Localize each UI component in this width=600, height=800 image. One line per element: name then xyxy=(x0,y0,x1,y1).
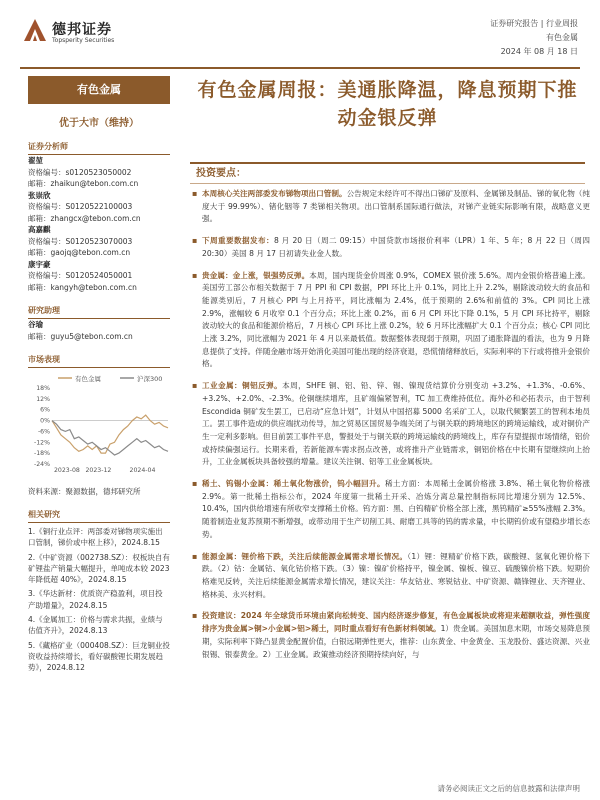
bullet-text: （1）锂：锂精矿价格下跌，碳酸锂、氢氧化锂价格下跌。（2）钴：金属钴、氧化钴价格下跌。（3）镍：镍矿价格持平，镍金属、镍板、镍豆、硫酸镍价格下跌。短期价格难见反转，关注后续能源金属需求增长情况，建议关注：华友钴业、寒锐钴业、中矿资源、赣锋锂业、天齐锂业、格林美、永兴材料。 xyxy=(202,551,590,599)
analyst-cert: 资格编号：S0120524050001 xyxy=(28,271,133,280)
y-tick-label: -6% xyxy=(37,428,50,436)
analysts-heading: 证券分析师 xyxy=(28,141,170,155)
bullet-text: 8 月 20 日（周二 09:15）中国贷款市场报价利率（LPR）1 年、5 年；8 月 22 日（周四 20:30）美国 8 月 17 日初请失业金人数。 xyxy=(202,236,590,258)
analyst xyxy=(28,155,170,190)
bullet-lead: 能源金属：锂价格下跌，关注后续能源金属需求增长情况。 xyxy=(202,551,408,561)
market-chart xyxy=(28,372,170,484)
y-tick-label: 12% xyxy=(36,395,50,403)
y-tick-label: -18% xyxy=(34,450,50,458)
report-date: 2024 年 08 月 18 日 xyxy=(500,47,578,56)
x-tick-label: 2024-04 xyxy=(129,467,156,474)
bullet-item xyxy=(190,380,590,469)
bullet-item xyxy=(190,188,590,226)
analyst-email[interactable]: 邮箱：zhangcx@tebon.com.cn xyxy=(28,213,141,223)
analyst-cert: 资格编号：S0120522100003 xyxy=(28,202,133,211)
assistant-name: 谷瑜 xyxy=(28,320,43,329)
bullet-lead: 稀土、钨锡小金属：稀土氧化物涨价，钨小幅回升。 xyxy=(202,479,385,489)
legend-label: 沪深300 xyxy=(137,375,163,383)
footer-disclaimer: 请务必阅读正文之后的信息披露和法律声明 xyxy=(437,784,580,793)
x-tick-label: 2023-08 xyxy=(54,467,80,474)
chart-source: 资料来源：聚源数据，德邦研究所 xyxy=(28,487,141,496)
x-tick-label: 2023-12 xyxy=(85,467,112,474)
related-item[interactable]: 5.《藏格矿业（000408.SZ）：巨龙铜业投资收益持续增长，看好碳酸锂长期发展趋势》，2024.8.12 xyxy=(28,640,170,673)
report-title: 有色金属周报：美通胀降温，降息预期下推动金银反弹 xyxy=(197,79,578,129)
y-tick-label: -24% xyxy=(34,461,50,468)
legend-label: 有色金属 xyxy=(75,375,101,383)
analyst-email[interactable]: 邮箱：gaojq@tebon.com.cn xyxy=(28,248,131,257)
report-meta xyxy=(490,17,578,59)
y-tick-label: -12% xyxy=(34,439,50,447)
market-heading: 市场表现 xyxy=(28,354,170,368)
rating: 优于大市（维持） xyxy=(59,118,139,129)
market-chart-svg xyxy=(28,372,170,480)
bullet-text: 本周，国内现货金价周涨 0.9%，COMEX 银价涨 5.6%。周内金银价格普遍上涨。美国劳工部公布相关数据于 7 月 PPI 和 CPI 数据，PPI 环比上升 0.1%，同比上升 2.2%，剔除波动较大的食品和能源类别后，7 月核心 PPI 与上月持平，同比涨幅为 2.4%，低于预期的 2.6%和前值的 3%。CPI 同比上涨 2.9%，涨幅较 6 月收窄 0.1 个百分点；环比上涨 0.2%，而 6 月 CPI 环比下降 0.1%，5 月 CPI 环比持平，剔除波动较大的食品和能源价格后，7 月核心 CPI 环比上涨 0.2%，较 6 月环比涨幅扩大 0.1 个百分点；核心 CPI 同比上涨 3.2%，同比涨幅为 2021 年 4 月以来最低值。数据整体表现弱于预期，巩固了通胀降温的看法，也为 9 月降息提供了支持。伴随金融市场开始消化美国可能出现的经济衰退，恐慌情绪释放后，实际利率的下行或将推升金银价格。 xyxy=(202,270,591,369)
bullet-lead: 工业金属：铜铝反弹。 xyxy=(202,381,283,391)
bullet-text: 1）贵金属。美国加息末期，市场交易降息预期，实际利率下降凸显黄金配置价值，白银远期弹性更大，推荐：山东黄金、中金黄金、玉龙股份、盛达资源、兴业银锡、银泰黄金。2）工业金属。政策推动经济预期持续向好，与 xyxy=(202,624,590,659)
sector-label: 有色金属 xyxy=(28,76,170,104)
analyst-name: 高嘉麒 xyxy=(28,225,51,234)
related-item[interactable]: 1.《铜行业点评：两部委对锑物项实施出口管制，锑价或中枢上移》，2024.8.15 xyxy=(28,527,163,548)
analyst xyxy=(28,224,170,259)
logo-mark-icon xyxy=(22,17,48,43)
y-tick-label: 6% xyxy=(40,406,50,414)
company-logo xyxy=(22,17,172,51)
analyst-name: 翟堃 xyxy=(28,156,43,165)
bullet-item xyxy=(190,270,590,372)
analyst-name: 张崇欣 xyxy=(28,190,51,200)
bullet-lead: 投资建议：2024 年全球货币环境由紧向松转变、国内经济逐步修复，有色金属板块或将迎来超额收益，弹性强度排序为贵金属>铜>小金属>铝>稀土，同时重点看好有色新材料领域。 xyxy=(202,611,590,634)
bullet-lead: 本周核心关注两部委发布锑物项出口管制。 xyxy=(202,189,347,198)
report-type: 证券研究报告 | 行业周报 xyxy=(490,19,578,28)
analyst xyxy=(28,190,170,225)
assistant-heading: 研究助理 xyxy=(28,305,170,319)
related-item[interactable]: 4.《金属加工：价格与需求共振，业绩与估值齐升》，2024.8.13 xyxy=(28,615,163,636)
related-item[interactable]: 2.《中矿资源（002738.SZ）：权板块自有矿锂盐产销量大幅提升，单吨成本较 2023 年降低超 40%》，2024.8.15 xyxy=(28,552,170,585)
bullet-item xyxy=(190,478,590,542)
related-list xyxy=(28,526,170,674)
analyst-email[interactable]: 邮箱：zhaikun@tebon.com.cn xyxy=(28,179,139,188)
sidebar xyxy=(28,72,170,674)
related-heading: 相关研究 xyxy=(28,509,170,523)
analyst-email[interactable]: 邮箱：kangyh@tebon.com.cn xyxy=(28,282,137,292)
related-item[interactable]: 3.《华达新材：优质资产稳盈利，项目投产助增量》，2024.8.15 xyxy=(28,589,163,610)
bullet-text: 本周，SHFE 铜、铝、铅、锌、锡、镍现货结算价分别变动 +3.2%、+1.3%、-0.6%、+3.2%、+2.0%、-2.3%。伦铜继续增库，且矿端偏紧智利，TC 加工费维持低位。海外必和必拓表示，由于智利 Escondida 铜矿发生罢工，已启动“应急计划”，计划从中国招募 5000 名采矿工人，以取代频繁罢工的智利本地员工。罢工事件造成的供应端扰动传导，加之贸易区国贸易争端关闭了与铜关联的跨境地区的跨境运输线，或对铜价产生一定利多影响。但目前罢工事件平息，警报处于与铜关联的跨境运输线的跨境线上，库存有望提振市场情绪，铝价或持续偏强运行。长期来看，若新能源车需求拐点改善，或将推升产业链需求，铜铝价格在中长期有望继续向上抬升，工业金属板块具备较强的增量。建议关注铜、铝等工业金属板块。 xyxy=(202,381,590,467)
bullet-text: 稀土方面：本周稀土金属价格涨 3.8%、稀土氧化物价格涨 2.9%。第一批稀土指标公布，2024 年度第一批稀土开采、冶炼分离总量控制指标同比增速分别为 12.5%、10.4%，国内供给增速有所收窄支撑稀土价格。钨方面：黑、白钨精矿价格全部上涨，黑钨精矿≥55%涨幅 2.3%。随着制造业复苏预期不断增强，或带动用于生产切削工具、耐磨工具等的钨的需求量，中长期钨价或有望稳步增长态势。 xyxy=(202,479,591,539)
series-line xyxy=(52,421,168,455)
bullet-item xyxy=(190,551,590,602)
assistant xyxy=(28,319,170,342)
analysts-list xyxy=(28,155,170,293)
bullet-lead: 下周重要数据发布： xyxy=(202,236,274,246)
invest-heading: 投资要点： xyxy=(190,162,585,184)
logo-english-name: Topsperity Securities xyxy=(52,37,115,44)
y-tick-label: 18% xyxy=(36,385,50,392)
bullets-list xyxy=(190,188,590,670)
bullet-lead: 贵金属：金上涨，银强势反弹。 xyxy=(202,270,310,280)
logo-name: 德邦证券 xyxy=(52,22,112,38)
header-divider xyxy=(20,67,580,69)
bullet-item xyxy=(190,235,590,260)
bullet-text: 公告规定未经许可不得出口锑矿及原料、金属锑及制品、锑的氧化物（纯度大于 99.99%）、锗化铟等 7 类锑相关物项。出口管制系国际通行做法，对锑产业链实际影响有限，战略意义更强。 xyxy=(202,189,591,224)
analyst-name: 康宇豪 xyxy=(28,259,51,269)
assistant-email: 邮箱：guyu5@tebon.com.cn xyxy=(28,331,133,341)
analyst-cert: 资格编号：s0120523050002 xyxy=(28,167,132,177)
y-tick-label: 0% xyxy=(40,417,50,425)
report-industry: 有色金属 xyxy=(546,33,578,42)
bullet-item xyxy=(190,610,590,661)
analyst xyxy=(28,259,170,294)
analyst-cert: 资格编号：S0120523070003 xyxy=(28,236,133,246)
